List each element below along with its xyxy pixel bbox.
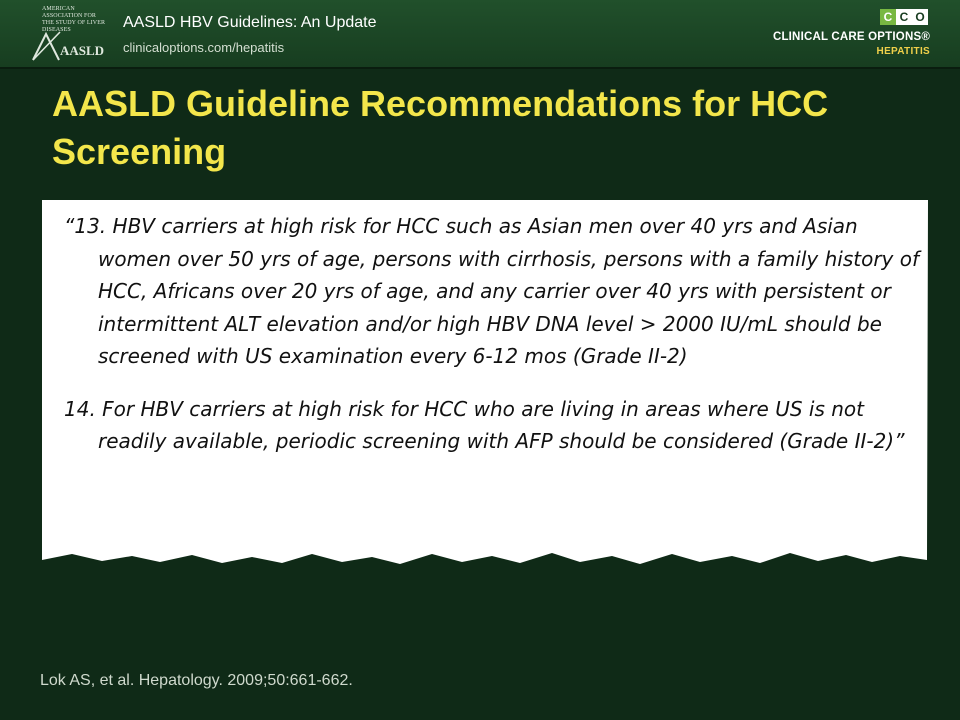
- cco-letter-3: O: [912, 9, 928, 25]
- header-url: clinicaloptions.com/hepatitis: [123, 40, 285, 55]
- cco-letter-1: C: [880, 9, 896, 25]
- cco-brand-subtitle: HEPATITIS: [876, 46, 930, 57]
- header-title: AASLD HBV Guidelines: An Update: [123, 14, 377, 31]
- cco-letter-2: C: [896, 9, 912, 25]
- slide-title: AASLD Guideline Recommendations for HCC Screening: [52, 83, 829, 172]
- citation: Lok AS, et al. Hepatology. 2009;50:661-662.: [40, 672, 353, 689]
- recommendation-14: 14. For HBV carriers at high risk for HCC who are living in areas where US is not readily available, periodic screening with AFP should be considered (Grade II-2)”: [64, 396, 905, 453]
- recommendations-list: [52, 210, 922, 458]
- recommendation-13: “13. HBV carriers at high risk for HCC such as Asian men over 40 yrs and Asian women over 50 yrs of age, persons with cirrhosis, persons with a family history of HCC, Africans over 20 yrs of age, and any carrier over 40 yrs with persistent or intermittent ALT elevation and/or high HBV DNA level > 2000 IU/mL should be screened with US examination every 6-12 mos (Grade II-2): [64, 214, 920, 368]
- cco-brand-name: CLINICAL CARE OPTIONS®: [772, 31, 930, 43]
- aasld-org-name: AMERICAN ASSOCIATION FOR THE STUDY OF LIVER DISEASES: [42, 6, 106, 33]
- aasld-abbreviation: AASLD: [60, 43, 105, 58]
